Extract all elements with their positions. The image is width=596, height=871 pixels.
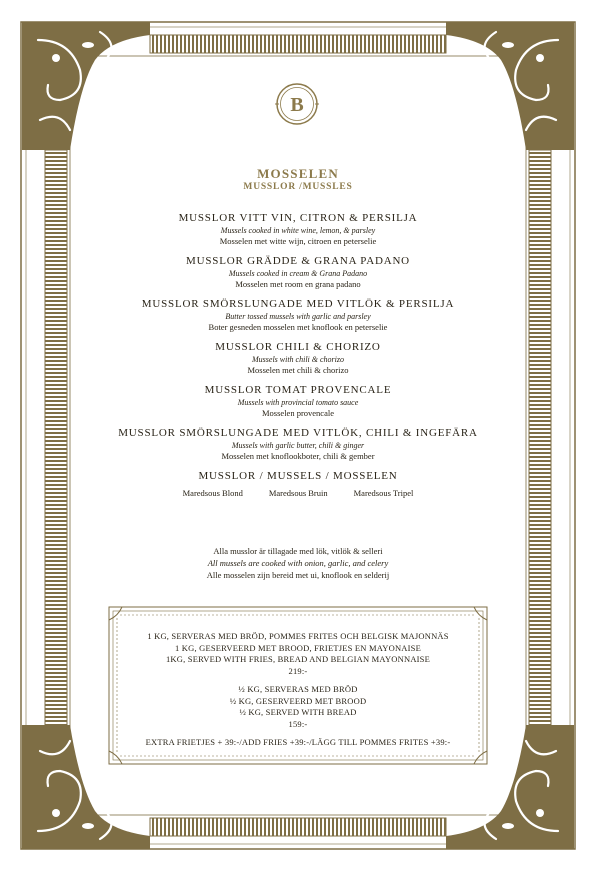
dish-dutch: Mosselen met knoflookboter, chili & gember	[221, 451, 375, 461]
full-portion-line: 1KG, SERVED WITH FRIES, BREAD AND BELGIAN MAYONNAISE	[165, 654, 431, 664]
dish-item	[100, 297, 496, 333]
logo-medallion-icon	[273, 80, 321, 128]
full-portion-price: 219:-	[288, 665, 308, 676]
brand-logo	[273, 80, 321, 128]
dish-english: Mussels with garlic butter, chili & ginger	[231, 441, 365, 450]
allergen-note	[0, 545, 596, 581]
dish-name: MUSSLOR VITT VIN, CITRON & PERSILJA	[178, 212, 418, 224]
dish-name: MUSSLOR GRÄDDE & GRANA PADANO	[186, 255, 410, 267]
dish-item	[100, 340, 496, 376]
dish-dutch: Mosselen met witte wijn, citroen en peterselie	[219, 236, 377, 246]
dish-dutch: Mosselen met room en grana padano	[235, 279, 361, 289]
dish-list	[100, 211, 496, 498]
dish-item	[100, 211, 496, 247]
note-dutch: Alle mosselen zijn bereid met ui, knoflook en selderij	[206, 570, 390, 580]
pricing-text	[108, 631, 488, 749]
half-portion-line: ½ KG, SERVED WITH BREAD	[239, 707, 357, 717]
beer-heading: MUSSLOR / MUSSELS / MOSSELEN	[198, 470, 398, 482]
half-portion-line: ½ KG, SERVERAS MED BRÖD	[238, 684, 358, 694]
half-portion-line: ½ KG, GESERVEERD MET BROOD	[229, 695, 367, 706]
note-english: All mussels are cooked with onion, garlic, and celery	[207, 558, 389, 568]
dish-english: Mussels with chili & chorizo	[252, 355, 344, 364]
pricing-box	[108, 606, 488, 765]
section-subtitle: MUSSLOR /MUSSLES	[243, 182, 353, 192]
dish-dutch: Mosselen provencale	[262, 408, 334, 418]
beer-item: Maredsous Tripel	[353, 488, 414, 498]
dish-name: MUSSLOR SMÖRSLUNGADE MED VITLÖK, CHILI & INGEFÄRA	[118, 427, 478, 439]
full-portion-line: 1 KG, GESERVEERD MET BROOD, FRIETJES EN MAYONAISE	[175, 642, 421, 653]
dish-dutch: Mosselen met chili & chorizo	[247, 365, 349, 375]
beer-item: Maredsous Blond	[182, 488, 243, 498]
logo-letter: B	[290, 94, 304, 116]
dish-item	[100, 383, 496, 419]
half-portion-price: 159:-	[288, 718, 308, 729]
section-title: MOSSELEN	[257, 166, 339, 181]
beer-item: Maredsous Bruin	[268, 488, 328, 498]
dish-english: Mussels cooked in cream & Grana Padano	[228, 269, 368, 278]
dish-item	[100, 426, 496, 462]
full-portion-line: 1 KG, SERVERAS MED BRÖD, POMMES FRITES OCH BELGISK MAJONNÄS	[147, 631, 449, 641]
beer-list	[100, 488, 496, 498]
dish-english: Mussels cooked in white wine, lemon, & parsley	[220, 226, 376, 235]
dish-name: MUSSLOR TOMAT PROVENCALE	[204, 384, 392, 396]
extra-fries-line: EXTRA FRIETJES + 39:-/ADD FRIES +39:-/LÄGG TILL POMMES FRITES +39:-	[145, 737, 451, 747]
note-swedish: Alla musslor är tillagade med lök, vitlök & selleri	[213, 546, 383, 556]
dish-name: MUSSLOR SMÖRSLUNGADE MED VITLÖK & PERSILJA	[141, 298, 455, 310]
dish-english: Mussels with provincial tomato sauce	[237, 398, 359, 407]
dish-name: MUSSLOR CHILI & CHORIZO	[215, 341, 381, 353]
dish-dutch: Boter gesneden mosselen met knoflook en peterselie	[208, 322, 388, 332]
dish-english: Butter tossed mussels with garlic and parsley	[225, 312, 371, 321]
dish-item	[100, 254, 496, 290]
